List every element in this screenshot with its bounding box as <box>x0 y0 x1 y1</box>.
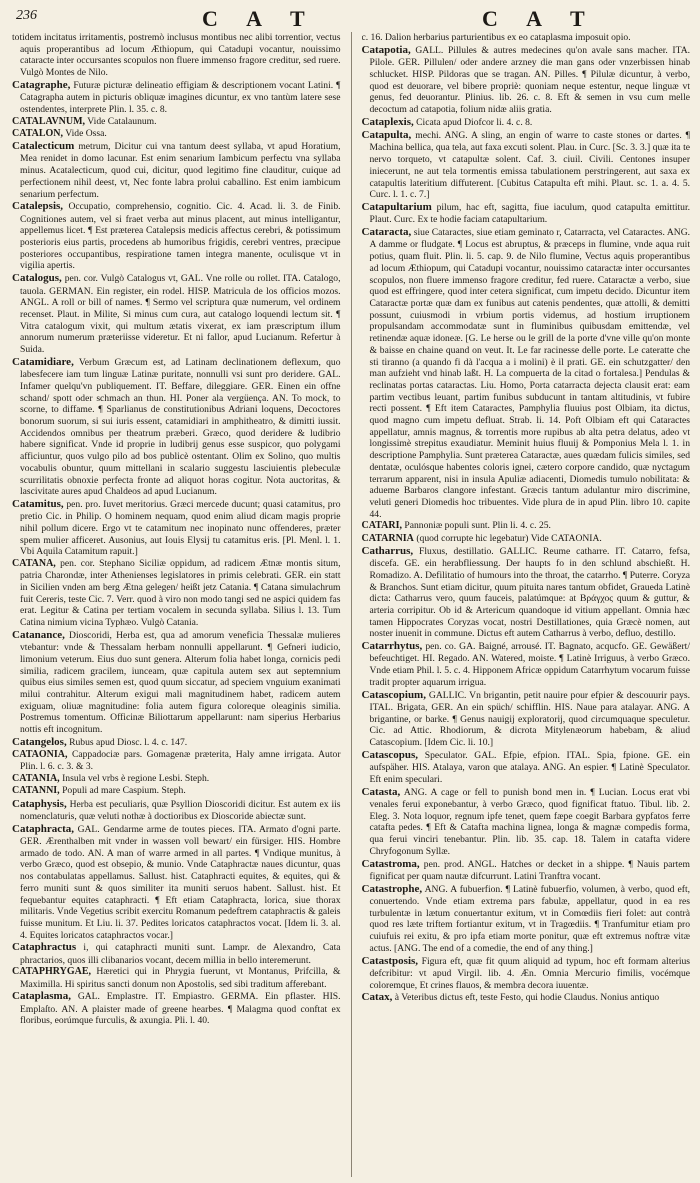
entry-text: GALLIC. Vn brigantin, petit nauire pour efpier & descouurir pays. ITAL. Brigata, GER. An ein spüch/ schifflin. HIS. Naue para atalayar. ANG. A brigantine, or barke. ¶ Genus nauigij exploratorij, quod circumquaque speculetur. Cic. ad Attic. Rhodiorum, & dicrota Mitylenæorum habebam, & aliud Catascopium. [Idem Cic. li. 10.] <box>369 689 690 749</box>
entry-headword: Catamidiare, <box>12 355 74 368</box>
entry-headword: Catagraphe, <box>12 78 71 91</box>
page-header <box>12 6 690 31</box>
page-number: 236 <box>16 8 37 23</box>
dictionary-entry <box>362 955 691 992</box>
entry-headword: Cataphysis, <box>12 797 67 810</box>
entry-text: GAL. Emplastre. IT. Empiastro. GERMA. Ein pflaster. HIS. Emplaſto. AN. A plaister made of greene hearbes. ¶ Malagma quod conftat ex floribus, eorúmque furculis, & axungia. Pli. l. 40. <box>20 991 341 1027</box>
dictionary-entry <box>12 823 341 942</box>
entry-headword: Cataphracta, <box>12 822 75 835</box>
entry-headword: Catamitus, <box>12 497 64 510</box>
entry-text: pilum, hac eft, sagitta, fiue iaculum, quod catapulta emittitur. Plaut. Curc. Ex te hodie faciam catapultarium. <box>369 201 690 226</box>
dictionary-entry <box>362 520 691 532</box>
entry-headword: CATAPHRYGAE, <box>12 966 91 978</box>
entry-headword: Catalepsis, <box>12 200 64 213</box>
entry-headword: CATALON, <box>12 127 64 139</box>
entry-text: Cicata apud Diofcor li. 4. c. 8. <box>416 116 533 128</box>
left-column <box>12 32 341 1177</box>
dictionary-entry <box>362 545 691 640</box>
entry-text: Vide Ossa. <box>65 127 107 139</box>
entry-text: Occupatio, comprehensio, cognitio. Cic. 4. Acad. li. 3. de Finib. Cognitiones autem, vel si fraet verba aut minus placent, aut minus intelligantur, appellemus licet. ¶ Est præterea Catalepsis medicis affectus cerebri, & potissimum posterioris eius partis, procedens ab humoribus frigidis, cerebri ventres, præcipue posteriores occupantibus, respiratione tamen integra manente, oculisque vt in vigilia apertis. <box>20 201 341 272</box>
dictionary-entry <box>12 941 341 966</box>
entry-text: siue Cataractes, siue etiam geminato r, Catarracta, vel Cataractes. ANG. A damme or fludgate. ¶ Locus est abruptus, & præceps in flumine, vnde aqua ruit potius, quam fluit. Plin. li. 5. cap. 9. de Nilo flumine, Vectus aquis properantibus ad locum Æthiopum, qui Catadupi vocantur, nouissimo cataractæ inter occursantes scopulos, non fluere immenso fragore creditur, fed ruere. Cataractæ a verbo, siue quod est effringere, quod inter cetera significat, cum impetu decido. Dicuntur item Cataractæ portæ quæ dam ex funibus aut catenis pendentes, quæ attolli, & demitti possunt, cuiusmodi in vrbium portis videmus, ad hostium irruptionem propulsandam accommodatæ sunt in fluminibus quibusdam emittendæ, vel retinendæ aquæ idoneæ. [G. Le herse ou le grill de la porte d'vne ville qu'on monte & baisse en chaine quand on veut. It. Le far racinesse delle porte. Le cateratte che sti tiranno (a quando fi dà l'acqua a i molini) è il prati. GE. ein schutzgatter/ den man aufzieht vnd hinab laßt. H. La compuerta de la citad o fortalesa.] Pendulas & reclinatas portas cataractas. Liu. Homo, Porta catarracta dejecta clausit erat: eam partim vectibus leuant, partim funibus subducunt in tantam altitudinis, vt fubire recti possent. ¶ Eft item Cataractes, Pamphylia fluuius post Olbiam, ita dictus, quod magno cum impetu defluat. Strab. li. 14. Poft Olbiam eft qui Cataractes appellatur, amnis magnus, & torrentis more rupibus ab alta petra delatus, adeo vt longissimè strepitus exaudiatur. Meminit huius fluuij & Pomponius Mela l. 1. in descriptione Pamphylia. Sunt præterea Cataractæ, aues quædam fulicis similes, sed dentatæ, oculósque habentes coloris ignei, cætero corpore candido, quæ nyctagum terrarum apparent, nisi in insula Apuliæ adiacenti, Diomedis tumulo nobilitata: & adueme Barbaros clangore infestant. Græcis tantum adulantur miro discrimine, veluti generi Diomedis hoc tribuentes. Vide plura de in apud Plin. libro 10. capite 44. <box>369 227 690 520</box>
entry-headword: Cataphractus <box>12 941 77 954</box>
entry-text: Cappadociæ pars. Gomagenæ præterita, Haly amne irrigata. Autor Plin. l. 6. c. 3. & 3. <box>20 749 341 773</box>
dictionary-entry <box>12 272 341 356</box>
entry-text: GALL. Pillules & autres medecines qu'on avale sans macher. ITA. Pilole. GER. Pillulen/ oder andere arzney die man gans oder vnzerbissen hinab schlucket. HISP. Pildoras que se tragan. AN. Pilles. ¶ Pilulæ dicuntur, à verbo, quod est deuorare, vel bibere propriè: quoniam neque estentur, neque linguæ vt genus, fed deuorantur. Plinius. lib. 26. c. 8. Eft & semen in vsu cum melle decoctum ad catapotia, folium nidæ aliis gratia. <box>369 44 690 115</box>
entry-text: à Veteribus dictus eft, teste Festo, qui hodie Claudus. Nonius antiquo <box>394 992 660 1004</box>
dictionary-entry <box>12 736 341 749</box>
entry-text: i, qui cataphracti muniti sunt. Lampr. de Alexandro, Cata phractarios, quos illi clibanarios vocant, decem millia in bello interemerunt. <box>20 942 341 966</box>
entry-text: pen. co. GA. Baigné, arrousé. IT. Bagnato, acqucfo. GE. Gewäßert/ befeuchtiget. HI. Regado. AN. Watered, moiste. ¶ Latinè Irriguus, à verbo Græco. Vnde etiam Phil. l. 5. c. 4. Hipponem Africæ oppidum Catarrhytum vocarum fuisse tradit propter aquarum irrigua. <box>369 641 690 688</box>
dictionary-entry <box>12 629 341 736</box>
entry-text: ANG. A fubuerfion. ¶ Latinè fubuerfio, volumen, à verbo, quod eft, conuertendo. Vnde etiam extrema pars fabulæ, appellatur, quod in ea res turbulentæ in lætum conuertantur exitum, vt in Comœdiis fieri folet: aut contrà quod res læte triftem fortiantur exitum, vt in Tragœdiis. ¶ Tranfumitur etiam pro cuiufuis rei exitu, & pro ipfa etiam morte ponitur, quæ eft extremus noftræ vitæ actus. [ANG. The end of a comedie, the end of any thing.] <box>369 883 690 954</box>
dictionary-entry <box>12 773 341 785</box>
two-column-body <box>12 32 690 1177</box>
dictionary-entry <box>12 749 341 773</box>
entry-text: Hæretici qui in Phrygia fuerunt, vt Montanus, Prifcilla, & Maximilla. Hi spiritus sancti donum non Apostolis, sed sibi traditum afferebant. <box>20 966 341 990</box>
entry-headword: Cataplexis, <box>361 115 414 128</box>
dictionary-entry <box>362 640 691 689</box>
dictionary-entry <box>12 785 341 797</box>
entry-headword: CATARNIA <box>361 532 414 544</box>
dictionary-entry <box>12 498 341 558</box>
entry-text: pen. prod. ANGL. Hatches or decket in a shippe. ¶ Nauis partem fignificat per quam nautæ difcurrunt. Latini Tranftra vocant. <box>369 858 690 882</box>
entry-text: GAL. Gendarme arme de toutes pieces. ITA. Armato d'ogni parte. GER. Ærenthalben mit vnder in wassen voll bewart/ ein fürsiger. HIS. Hombre armado de todo. AN. A man of warre armed in all partes. ¶ Vndique munitus, à verbo Græco, quod est obsepio, & munio. Vnde Cataphractæ naues dicuntur, quas nos contabulatas appellamus. Sallust. hist. Cataphracti equites, & equites, qui & ferro muniti sunt & quos similiter ita muniti seruos habent. Sallust. hist. Et fequebantur equites cataphracti. ¶ Eft etiam Cataphracta, lorica, siue thorax militaris. Vnde Vegetius scribit exercitu Romanum pedeftrem cataphractis & galeis fuisse munitum. Et Liu. li. 37. Pedites loricatos cataphractos vocat. [Idem li. 3. al. 4. Equites loricatos cataphractos vocar.] <box>20 823 341 941</box>
entry-text: Dioscoridi, Herba est, qua ad amorum veneficia Thessalæ mulieres vtebantur: vnde & Thessalam herbam nonnulli appellarunt. ¶ Gefneri iudicio, limonium veterum. Eius duo sunt genera. Alterum folia habet longa, cornicis pedi similia, radicem gracilem, iunceam, quæ capitula autem sex aut septemnium quibus eius similes semen est, quod quum siccatur, ad speciem vnguium exanimati milui contrahitur. Alterum exigui mali magnitudinem habet, radicem autem exiguam, oliuæ magnitudine: folia autem figura coloreque oleaginis similia. Postremus tomentum. Officinæ Biliottarum appellarunt: nam siperius Herbarius nottis eft incognitum. <box>20 629 341 736</box>
entry-headword: Catalogus, <box>12 272 62 285</box>
entry-text: Verbum Græcum est, ad Latinam declinationem deflexum, quo labesfecere iam tum linguæ Latinæ puritate, nonnulli vsi sunt pro deridere. GAL. Infamer quelqu'vn publiquement. IT. Beffare, dileggiare. GER. Einen ein offne schand/ spott oder schmach an thun. HI. Poner ala vergüença. AN. To mock, to scorne, to diffame. ¶ Sparlianus de constitutionibus Adriani loquens, Decoctores bonorum suorum, si sui iuris essent, catamidiari in amphitheatro, & dimitti iussit. Accidendos omnibus per theatrum præberi. Græco, quod deridere & ludibrio habere significat. Vnde id proprie in ludibrij genus esse suspicor, quo polygami afficiuntur, quos vulgo pilo ad bos publicè ostentant. Olim ex Solino, quo multis vocabulis obuntur, quum mittellani in scalario suggestu lasciuientis plebeculæ scurrilitatis obnoxie perfecta fronte ad aliquot horas cogitur. Nota auctoritas, & lascivitate aures apud Chaldeos ad apud Lucianum. <box>20 356 341 498</box>
dictionary-entry <box>362 533 691 545</box>
dictionary-entry <box>362 201 691 226</box>
entry-text: pen. cor. Stephano Siciliæ oppidum, ad radicem Ætnæ montis situm, patria Charondæ, inter Athenienses legislatores in primis celebrati. GER. ein statt in Sicilien vnden am berg Ætna gelegen/ heißt jetz Catania. ¶ Catana simulachrum fuit Cereris, teste Cic. 7. Verr. quod à viro non modo tangi sed ne aspici quidem fas erat. Legitur & Catina per tertiam vocalem in secunda syllaba. Silius l. 13. Tum Catina nimium vicina Typhæo. Vulgò Catania. <box>20 558 341 629</box>
dictionary-entry <box>362 883 691 955</box>
entry-text: Populi ad mare Caspium. Steph. <box>62 785 186 797</box>
dictionary-entry <box>362 786 691 858</box>
entry-text: pen. cor. Vulgò Catalogus vt, GAL. Vne rolle ou rollet. ITA. Catalogo, tauola. GERMAN. Ein register, ein rodel. HISP. Matricula de los officios mozos. ANGL. A roll or bill of names. ¶ Sermo vel scriptura quæ numerum, vel ordinem recenset. Plaut. in Milite, Si minus cum cura, aut catalogo loquendi lectum sit. ¶ Vitra catalogum vixit, qui multum ætatis vixerat, ex iam præscriptum illum annorum numerum præteriisse videretur. Et ni fallor, apud Lucianum. Refertur à Suida. <box>20 273 341 356</box>
dictionary-entry <box>12 128 341 140</box>
entry-text: Herba est peculiaris, quæ Psyllion Dioscoridi dicitur. Est autem ex iis nomenclaturis, quæ veluti nothæ à doctioribus ex Dioscoride abiectæ sunt. <box>20 798 341 822</box>
dictionary-entry <box>362 129 691 201</box>
dictionary-entry <box>362 32 691 44</box>
dictionary-entry <box>362 991 691 1004</box>
entry-headword: CATARI, <box>361 520 402 532</box>
entry-headword: CATALAVNUM, <box>12 115 86 127</box>
dictionary-entry <box>12 966 341 990</box>
entry-text: totidem incitatus irritamentis, postremò inclusus montibus nec alibi torrentior, vectus aquis properantibus ad locum Æthiopum, qui Catadupi vocantur, nouissimo cataracte inter occursantes scopulos non fluere immenso fragore creditur, sed ruere. Vulgò Montes de Nilo. <box>12 32 341 79</box>
entry-text: ANG. A cage or fell to punish bond men in. ¶ Lucian. Locus erat vbi venales ferui exponebantur, à verbo Græco, quod fignificat ftatuo. Tibul. lib. 2. Eleg. 3. Nota loquor, regnum ipfe tenet, quem fæpe coegit Barbara gypfatos ferre catafta pedes. ¶ Eft & Catafta machina lignea, longa & magnæ compedis forma, qua ferui vinciri tenebantur. Plin. lib. 35. cap. 18. Talem in catafta videre Chryfogonum Syllæ. <box>369 786 690 857</box>
entry-headword: Cataplasma, <box>12 990 71 1003</box>
entry-headword: Catastrophe, <box>361 882 423 895</box>
entry-text: Speculator. GAL. Efpie, efpion. ITAL. Spia, fpione. GE. ein aufspäher. HIS. Atalaya, varon que atalaya. ANG. An espier. ¶ Latinè Speculator. Eft enim speculari. <box>369 749 690 785</box>
dictionary-entry <box>362 749 691 786</box>
entry-headword: Catalecticum <box>12 140 75 152</box>
entry-headword: Cataracta, <box>361 226 412 239</box>
entry-headword: Catarrhytus, <box>361 640 423 653</box>
entry-headword: Catastroma, <box>361 857 420 870</box>
entry-text: Rubus apud Diosc. l. 4. c. 147. <box>69 736 188 748</box>
entry-text: pen. pro. Iuvet meritorius. Græci mercede ducunt; quasi catamitus, pro pretio Cic. in Philip. O hominem nequam, quod enim aliud dicam magis proprie nihil pollum dicere. Ergo vt te catamitum nec inopinato nunc offenderes, præter spem mulier afficeret. Ausonius, aut Iouis Elysij tu catamitus eris. [Pl. Menl. l. 1. Vbi Aquila Catamitum rapuit.] <box>20 498 341 558</box>
entry-text: Fluxus, destillatio. GALLIC. Reume catharre. IT. Catarro, fefsa, discefa. GE. ein herabfliessung. Der haupts fo in den schlund abschießt. H. Romadizo. A. Defilitatio of humours into the throat, the catarrho. ¶ Puterre. Coryza & Branchos. Sunt etiam dicitur, quum pituita nares tantum obfidet, Graueda Latinè dicta: Catharrus vero, quum fauceis, palatúmque: at Βράγχος quum & guttur, & arteria corripitur. Ob id & Artericum quandoque id vitium appellant. Omnia hæc tamen Hippocrates Coryzas vocat, nostri Destillationes, quia Græcè nomen, aut noster inuenit in commune. Dictus eft autem Catharrus à verbo, defluo, destillo. <box>369 545 690 640</box>
entry-text: Futuræ picturæ delineatio effigiam & descriptionem vocant Latini. ¶ Catagrapha autem in picturis obliquæ imagines dicuntur, ex vno tantùm latere sese ostendentes, interprete Plin. l. 35. c. 8. <box>20 79 341 115</box>
entry-headword: Catasta, <box>361 785 401 798</box>
entry-text: Insula vel vrbs è regione Lesbi. Steph. <box>62 773 210 785</box>
entry-headword: CATANA, <box>12 558 56 570</box>
entry-text: metrum, Dicitur cui vna tantum deest syllaba, vt apud Horatium, Mea renidet in domo lacunar. Est enim senarium Iambicum perfectu vna syllaba minus. Acatalecticum, quod cui, dicitur, quod legitimo fine clauditur, cuique ad perfectionem nihil deest, vt, Nec fonte labra prolui caballino. Est enim iambicum senarium perfectum. <box>20 141 341 200</box>
dictionary-entry <box>12 558 341 629</box>
entry-text: Figura eft, quæ fit quum aliquid ad typum, hoc eft formam alterius defcribitur: vt apud Virgil. lib. 4. Æn. Omnia Mercurio fimilis, vocémque coloremque, Et crines flauos, & membra decora iuuentæ. <box>369 955 690 991</box>
dictionary-entry <box>12 200 341 272</box>
column-divider <box>351 32 352 1177</box>
entry-headword: Catharrus, <box>361 544 414 557</box>
entry-text: mechi. ANG. A sling, an engin of warre to caste stones or dartes. ¶ Machina bellica, qua tela, aut faxa excuti solent. Plau. in Curc. [Sc. 3. 3.] quæ ita te nervo torqueto, vt catapultæ solent. Caf. 3. ciuil. Civili. Centones insuper iniecerunt, ne aut tela tormentis emissa tabulationem perstringerent, aut saxa ex catapultis lateritium diffuterent. [Cubitus Catapulta eft mihi. Plaut. sc. 1. a. 4. 5. Curc. l. 1. c. 7.] <box>369 130 690 201</box>
dictionary-entry <box>362 858 691 883</box>
entry-headword: Catax, <box>361 991 393 1004</box>
dictionary-entry <box>12 116 341 128</box>
dictionary-entry <box>362 226 691 520</box>
entry-text: c. 16. Dalion herbarius parturientibus ex eo cataplasma imposuit opio. <box>361 32 631 43</box>
entry-headword: Catapotia, <box>361 43 411 56</box>
dictionary-entry <box>362 689 691 749</box>
entry-headword: CATANIA, <box>12 773 60 785</box>
entry-headword: Catastposis, <box>361 954 419 967</box>
dictionary-entry <box>362 44 691 116</box>
entry-headword: Catascopium, <box>361 688 426 701</box>
entry-headword: CATAONIA, <box>12 749 68 761</box>
dictionary-entry <box>12 798 341 823</box>
dictionary-entry <box>12 79 341 116</box>
running-head-right: C A T <box>482 6 597 31</box>
entry-headword: CATANNI, <box>12 785 60 797</box>
running-head-left: C A T <box>202 6 317 31</box>
dictionary-entry <box>12 32 341 79</box>
dictionary-entry <box>12 140 341 200</box>
entry-text: Pannoniæ populi sunt. Plin li. 4. c. 25. <box>404 520 551 532</box>
entry-headword: Catapulta, <box>361 129 412 142</box>
dictionary-entry <box>362 116 691 129</box>
dictionary-entry <box>12 990 341 1027</box>
entry-headword: Catangelos, <box>12 735 67 748</box>
entry-text: Vide Catalaunum. <box>87 115 157 127</box>
right-column <box>362 32 691 1177</box>
entry-text: (quod corrupte hic legebatur) Vide CATAONIA. <box>416 532 602 544</box>
entry-headword: Catanance, <box>12 628 65 641</box>
entry-headword: Catascopus, <box>361 748 419 761</box>
entry-headword: Catapultarium <box>361 200 432 213</box>
dictionary-entry <box>12 356 341 498</box>
